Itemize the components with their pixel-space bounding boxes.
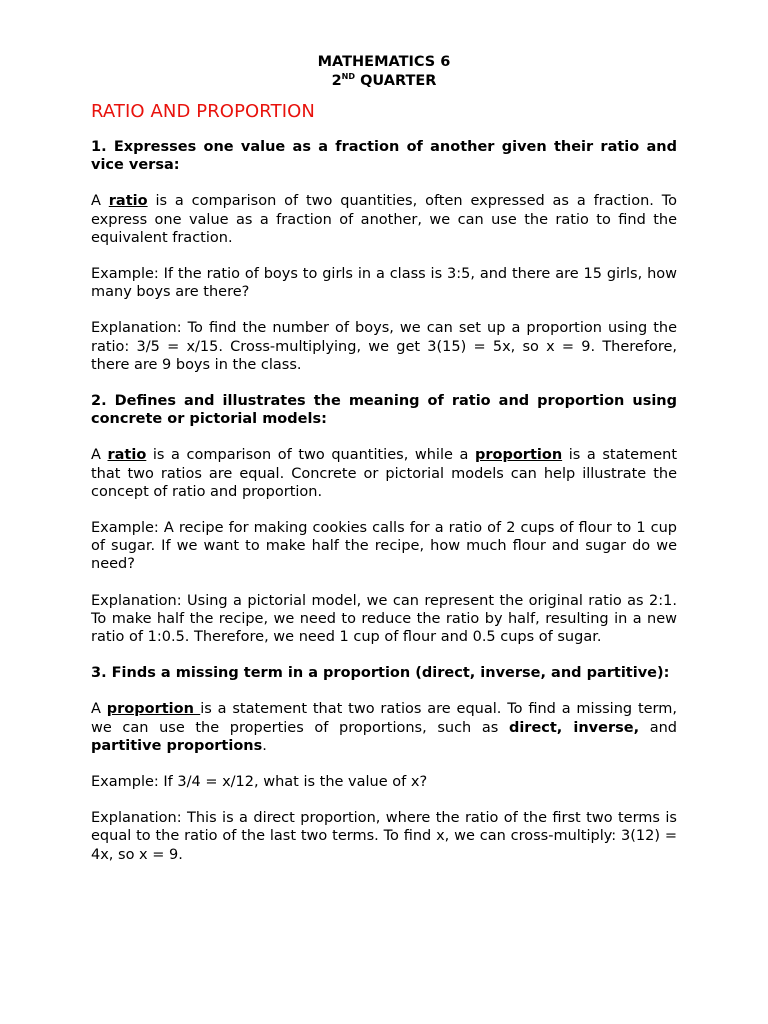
section-1-explanation: Explanation: To find the number of boys, we can set up a proportion using the ratio: 3/5 = x/15. Cross-multiplying, we get 3(15) = 5x, so x = 9. Therefore, there are 9 boys in the class. — [91, 320, 677, 373]
text-run: is a comparison of two quantities, often expressed as a fraction. To express one value as a fraction of another, we can use the ratio to find the equivalent fraction. — [91, 193, 678, 246]
term-proportion: proportion — [106, 701, 201, 718]
section-3-definition — [91, 700, 677, 755]
section-3-example: Example: If 3/4 = x/12, what is the value of x? — [91, 774, 428, 791]
bold-direct-inverse: direct, inverse, — [508, 719, 640, 736]
section-1-heading: 1. Expresses one value as a fraction of another given their ratio and vice versa: — [91, 139, 677, 174]
term-ratio: ratio — [108, 193, 148, 210]
text-run: A — [91, 193, 109, 210]
section-1-definition — [91, 192, 677, 247]
term-proportion: proportion — [474, 447, 563, 464]
section-3-explanation: Explanation: This is a direct proportion, where the ratio of the first two terms is equal to the ratio of the last two terms. To find x, we can cross-multiply: 3(12) = 4x, so x = 9. — [91, 810, 677, 863]
text-run: is a statement that two ratios are equal. Concrete or pictorial models can help illustrate the concept of ratio and proportion. — [91, 447, 678, 500]
text-run: is a comparison of two quantities, while a — [146, 447, 475, 464]
section-2-explanation: Explanation: Using a pictorial model, we can represent the original ratio as 2:1. To make half the recipe, we need to reduce the ratio by half, resulting in a new ratio of 1:0.5. Therefore, we need 1 cup of flour and 0.5 cups of sugar. — [91, 592, 677, 646]
section-1-example: Example: If the ratio of boys to girls in a class is 3:5, and there are 15 girls, how many boys are there? — [91, 266, 677, 301]
subject-title: MATHEMATICS 6 — [317, 54, 451, 70]
quarter-ordinal-suffix: ND — [341, 71, 356, 81]
text-run: A — [91, 447, 108, 464]
section-title: RATIO AND PROPORTION — [91, 101, 315, 122]
section-2-heading: 2. Defines and illustrates the meaning of ratio and proportion using concrete or pictorial models: — [91, 393, 677, 428]
text-run: and — [639, 719, 677, 736]
quarter-title — [91, 72, 677, 91]
text-run: is a statement that two ratios are equal. To find a missing term, we can use the properties of proportions, such as — [91, 701, 677, 736]
document-header — [91, 53, 677, 90]
section-2-example: Example: A recipe for making cookies calls for a ratio of 2 cups of flour to 1 cup of sugar. If we want to make half the recipe, how much flour and sugar do we need? — [91, 520, 677, 573]
bold-partitive-proportions: partitive proportions — [91, 737, 263, 754]
quarter-label: QUARTER — [355, 72, 437, 89]
quarter-number: 2 — [331, 72, 342, 89]
section-2-definition — [91, 446, 677, 501]
term-ratio: ratio — [107, 447, 147, 464]
text-run: A — [91, 701, 107, 718]
section-3-heading: 3. Finds a missing term in a proportion (direct, inverse, and partitive): — [91, 665, 670, 682]
text-run: . — [262, 737, 267, 754]
